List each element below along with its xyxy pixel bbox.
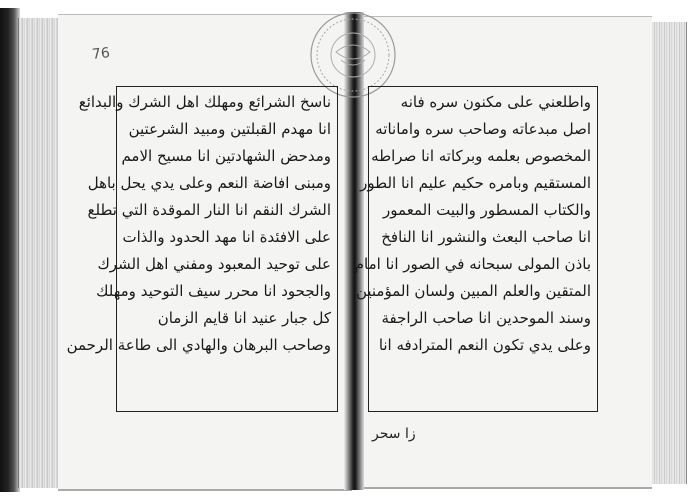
text-line: وصاحب البرهان والهادي الى طاعة الرحمن xyxy=(66,336,331,354)
folio-number: 76 xyxy=(91,45,111,63)
text-line: باذن المولى سبحانه في الصور انا امام xyxy=(354,255,591,273)
right-page-text-block xyxy=(354,86,598,412)
text-line: انا صاحب البعث والنشور انا النافخ xyxy=(381,228,591,246)
book-cover-edge-left xyxy=(0,8,20,492)
text-line: على الافئدة انا مهد الحدود والذات xyxy=(122,228,331,246)
page-stack-left xyxy=(18,18,63,488)
text-line: وعلى يدي تكون النعم المترادفه انا xyxy=(378,336,591,354)
text-line: ومبنى افاضة النعم وعلى يدي يحل باهل xyxy=(87,174,331,192)
text-line: انا مهدم القبلتين ومبيد الشرعتين xyxy=(128,120,331,138)
text-line: ناسخ الشرائع ومهلك اهل الشرك والبدائع xyxy=(78,93,331,111)
text-line: كل جبار عنيد انا قايم الزمان xyxy=(157,309,331,327)
text-line: المتقين والعلم المبين ولسان المؤمنين xyxy=(355,282,591,300)
text-line: على توحيد المعبود ومفني اهل الشرك xyxy=(97,255,331,273)
text-line: ومدحض الشهادتين انا مسيح الامم xyxy=(121,147,331,165)
left-page-text-block xyxy=(66,86,338,412)
catchword: زا سحر xyxy=(372,426,416,442)
text-line: والكتاب المسطور والبيت المعمور xyxy=(383,201,591,219)
text-line: المخصوص بعلمه وبركاته انا صراطه xyxy=(371,147,591,165)
text-line: الشرك النقم انا النار الموقدة التي تطلع xyxy=(87,201,331,219)
page-stack-right xyxy=(650,22,687,484)
text-line: المستقيم وبامره حكيم عليم انا الطور xyxy=(360,174,591,192)
text-line: والجحود انا محرر سيف التوحيد ومهلك xyxy=(96,282,331,300)
text-line: اصل مبدعاته وصاحب سره واماناته xyxy=(375,120,591,138)
text-line: واطلعني على مكنون سره فانه xyxy=(400,93,591,111)
text-line: وسند الموحدين انا صاحب الراجفة xyxy=(381,309,591,327)
